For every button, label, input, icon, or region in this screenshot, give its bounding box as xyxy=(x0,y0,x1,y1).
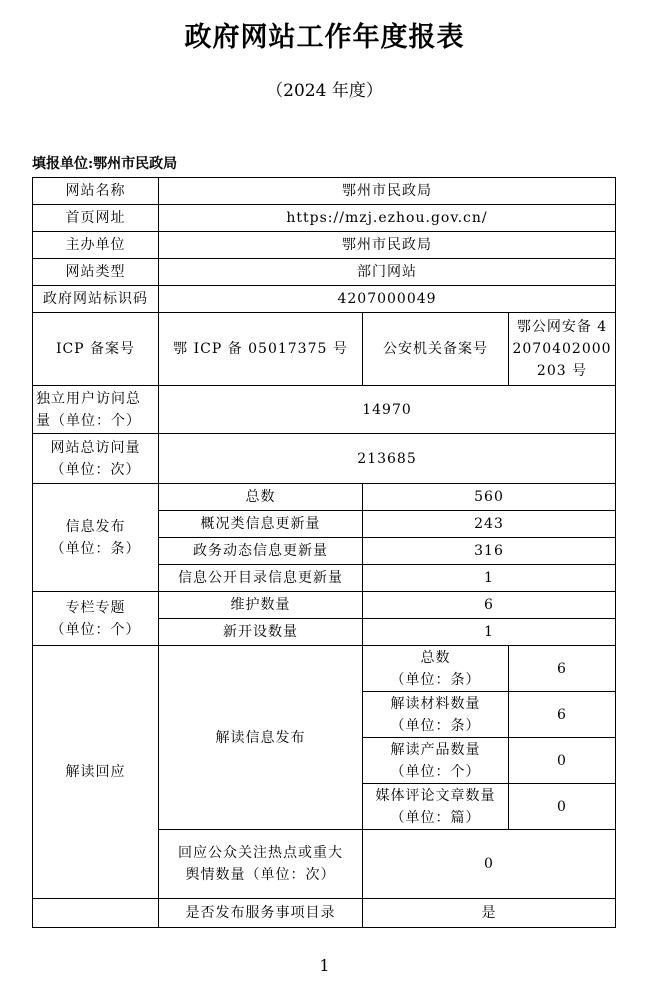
interp-item-value: 0 xyxy=(509,784,616,830)
interp-item-name xyxy=(363,646,509,692)
interp-item-unit: （单位：个） xyxy=(390,763,481,780)
response-label: 回应公众关注热点或重大舆情数量（单位：次） xyxy=(159,830,363,899)
id-code-value: 4207000049 xyxy=(159,286,616,313)
table-row xyxy=(33,232,616,259)
table-row xyxy=(33,313,616,386)
pv-value: 213685 xyxy=(159,434,616,484)
interp-item-title: 媒体评论文章数量 xyxy=(375,787,496,804)
host-value: 鄂州市民政局 xyxy=(159,232,616,259)
columns-item-name: 新开设数量 xyxy=(159,619,363,646)
table-row xyxy=(33,434,616,484)
filing-unit xyxy=(32,154,177,174)
interpretation-publish-label: 解读信息发布 xyxy=(159,646,363,830)
info-item-name: 信息公开目录信息更新量 xyxy=(159,565,363,592)
response-value: 0 xyxy=(363,830,616,899)
table-row xyxy=(33,259,616,286)
interp-item-value: 6 xyxy=(509,646,616,692)
columns-item-name: 维护数量 xyxy=(159,592,363,619)
interp-item-title: 解读产品数量 xyxy=(390,741,481,758)
columns-title: 专栏专题 xyxy=(65,599,126,616)
table-row xyxy=(33,386,616,434)
homepage-value: https://mzj.ezhou.gov.cn/ xyxy=(159,205,616,232)
info-item-value: 243 xyxy=(363,511,616,538)
interp-item-name xyxy=(363,692,509,738)
site-type-label: 网站类型 xyxy=(33,259,159,286)
host-label: 主办单位 xyxy=(33,232,159,259)
interp-item-value: 0 xyxy=(509,738,616,784)
interp-item-unit: （单位：条） xyxy=(390,717,481,734)
info-item-value: 316 xyxy=(363,538,616,565)
uv-label: 独立用户访问总量（单位：个） xyxy=(33,386,159,434)
service-catalog-label: 是否发布服务事项目录 xyxy=(159,899,363,928)
icp-label: ICP 备案号 xyxy=(33,313,159,386)
interp-item-value: 6 xyxy=(509,692,616,738)
police-label: 公安机关备案号 xyxy=(363,313,509,386)
site-type-value: 部门网站 xyxy=(159,259,616,286)
columns-label xyxy=(33,592,159,646)
id-code-label: 政府网站标识码 xyxy=(33,286,159,313)
service-catalog-value: 是 xyxy=(363,899,616,928)
report-table xyxy=(32,177,616,928)
info-publish-label xyxy=(33,484,159,592)
police-value: 鄂公网安备 42070402000203 号 xyxy=(509,313,616,386)
table-row xyxy=(33,205,616,232)
table-row xyxy=(33,484,616,511)
uv-value: 14970 xyxy=(159,386,616,434)
info-item-name: 政务动态信息更新量 xyxy=(159,538,363,565)
empty-cell xyxy=(33,899,159,928)
info-item-name: 总数 xyxy=(159,484,363,511)
site-name-value: 鄂州市民政局 xyxy=(159,178,616,205)
filing-unit-label: 填报单位: xyxy=(32,156,94,172)
interp-item-unit: （单位：篇） xyxy=(390,809,481,826)
interp-item-title: 总数 xyxy=(420,649,451,666)
table-row xyxy=(33,592,616,619)
interp-item-unit: （单位：条） xyxy=(390,671,481,688)
interp-item-name xyxy=(363,784,509,830)
info-publish-unit: （单位：条） xyxy=(50,540,141,557)
homepage-label: 首页网址 xyxy=(33,205,159,232)
table-row xyxy=(33,646,616,692)
info-item-value: 560 xyxy=(363,484,616,511)
table-row xyxy=(33,899,616,928)
interpretation-label: 解读回应 xyxy=(33,646,159,899)
interp-item-name xyxy=(363,738,509,784)
columns-item-value: 1 xyxy=(363,619,616,646)
info-item-name: 概况类信息更新量 xyxy=(159,511,363,538)
report-year: （2024 年度） xyxy=(266,81,383,101)
pv-label: 网站总访问量（单位：次） xyxy=(33,434,159,484)
table-row xyxy=(33,286,616,313)
info-publish-title: 信息发布 xyxy=(65,518,126,535)
columns-unit: （单位：个） xyxy=(50,621,141,638)
site-name-label: 网站名称 xyxy=(33,178,159,205)
columns-item-value: 6 xyxy=(363,592,616,619)
icp-value: 鄂 ICP 备 05017375 号 xyxy=(159,313,363,386)
info-item-value: 1 xyxy=(363,565,616,592)
page-number: 1 xyxy=(319,956,330,975)
document-title: 政府网站工作年度报表 xyxy=(184,22,465,53)
interp-item-title: 解读材料数量 xyxy=(390,695,481,712)
filing-unit-name: 鄂州市民政局 xyxy=(93,156,178,172)
table-row xyxy=(33,178,616,205)
